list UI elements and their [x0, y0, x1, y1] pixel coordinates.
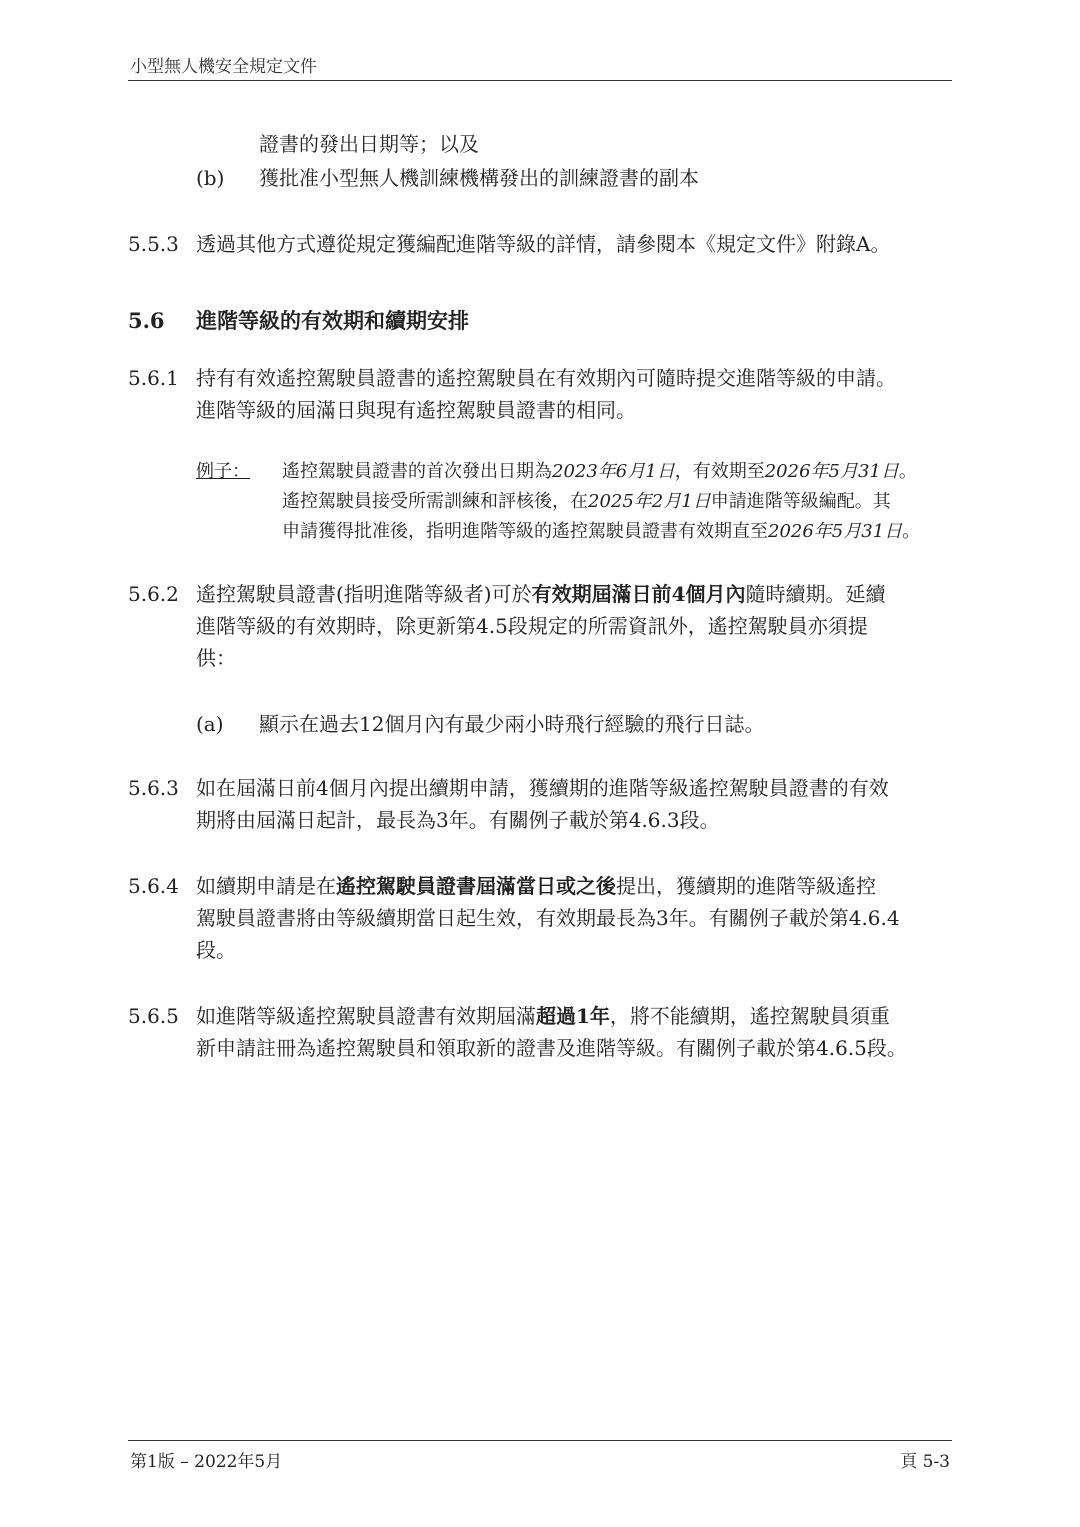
- section-number: 5.6: [128, 308, 165, 333]
- page-header-title: 小型無人機安全規定文件: [130, 57, 317, 77]
- paragraph-5-6-2-line-1: 遙控駕駛員證書(指明進階等級者)可於有效期屆滿日前4個月內隨時續期。延續: [196, 582, 886, 606]
- header-divider: [128, 80, 952, 81]
- example-date: 2023年6月1日: [552, 461, 675, 482]
- example-line-2: 遙控駕駛員接受所需訓練和評核後，在2025年2月1日申請進階等級編配。其: [282, 491, 891, 512]
- list-item-a-text: 顯示在過去12個月內有最少兩小時飛行經驗的飛行日誌。: [259, 712, 765, 736]
- paragraph-number: 5.6.5: [128, 1004, 179, 1028]
- paragraph-number: 5.6.2: [128, 582, 179, 606]
- list-continuation-text: 證書的發出日期等；以及: [259, 132, 479, 156]
- paragraph-5-5-3-text: 透過其他方式遵從規定獲編配進階等級的詳情，請參閱本《規定文件》附錄A。: [196, 232, 891, 256]
- paragraph-5-6-2-line-2: 進階等級的有效期時，除更新第4.5段規定的所需資訊外，遙控駕駛員亦須提: [196, 614, 868, 638]
- example-date: 2025年2月1日: [588, 491, 711, 512]
- example-line-3: 申請獲得批准後，指明進階等級的遙控駕駛員證書有效期直至2026年5月31日。: [282, 521, 921, 542]
- example-date: 2026年5月31日: [768, 521, 903, 542]
- paragraph-5-6-5-line-1: 如進階等級遙控駕駛員證書有效期屆滿超過1年，將不能續期，遙控駕駛員須重: [196, 1004, 890, 1028]
- example-line-1: 遙控駕駛員證書的首次發出日期為2023年6月1日，有效期至2026年5月31日。: [282, 461, 917, 482]
- paragraph-5-6-1-line-2: 進階等級的屆滿日與現有遙控駕駛員證書的相同。: [196, 398, 636, 422]
- paragraph-5-6-4-line-2: 駕駛員證書將由等級續期當日起生效，有效期最長為3年。有關例子載於第4.6.4: [196, 906, 900, 930]
- paragraph-5-6-3-line-1: 如在屆滿日前4個月內提出續期申請，獲續期的進階等級遙控駕駛員證書的有效: [196, 776, 889, 800]
- bold-emphasis: 超過1年: [536, 1004, 610, 1028]
- paragraph-number: 5.6.1: [128, 366, 179, 390]
- bold-emphasis: 遙控駕駛員證書屆滿當日或之後: [336, 874, 616, 898]
- paragraph-5-6-5-line-2: 新申請註冊為遙控駕駛員和領取新的證書及進階等級。有關例子載於第4.6.5段。: [196, 1036, 907, 1060]
- paragraph-5-6-2-line-3: 供：: [196, 646, 236, 670]
- paragraph-number: 5.6.3: [128, 776, 179, 800]
- footer-page-number: 頁 5-3: [900, 1452, 950, 1472]
- paragraph-number: 5.6.4: [128, 874, 179, 898]
- paragraph-5-6-4-line-3: 段。: [196, 938, 236, 962]
- bold-emphasis: 有效期屆滿日前4個月內: [531, 582, 746, 606]
- footer-divider: [128, 1440, 952, 1441]
- example-date: 2026年5月31日: [764, 461, 899, 482]
- paragraph-5-6-4-line-1: 如續期申請是在遙控駕駛員證書屆滿當日或之後提出，獲續期的進階等級遙控: [196, 874, 876, 898]
- section-title: 進階等級的有效期和續期安排: [196, 308, 469, 333]
- list-item-a-label: (a): [196, 712, 224, 736]
- paragraph-number: 5.5.3: [128, 232, 179, 256]
- example-label: 例子：: [196, 461, 250, 482]
- paragraph-5-6-3-line-2: 期將由屆滿日起計，最長為3年。有關例子載於第4.6.3段。: [196, 808, 720, 832]
- list-item-b-label: (b): [196, 166, 225, 190]
- list-item-b-text: 獲批准小型無人機訓練機構發出的訓練證書的副本: [259, 166, 699, 190]
- paragraph-5-6-1-line-1: 持有有效遙控駕駛員證書的遙控駕駛員在有效期內可隨時提交進階等級的申請。: [196, 366, 896, 390]
- footer-edition: 第1版 – 2022年5月: [130, 1452, 283, 1472]
